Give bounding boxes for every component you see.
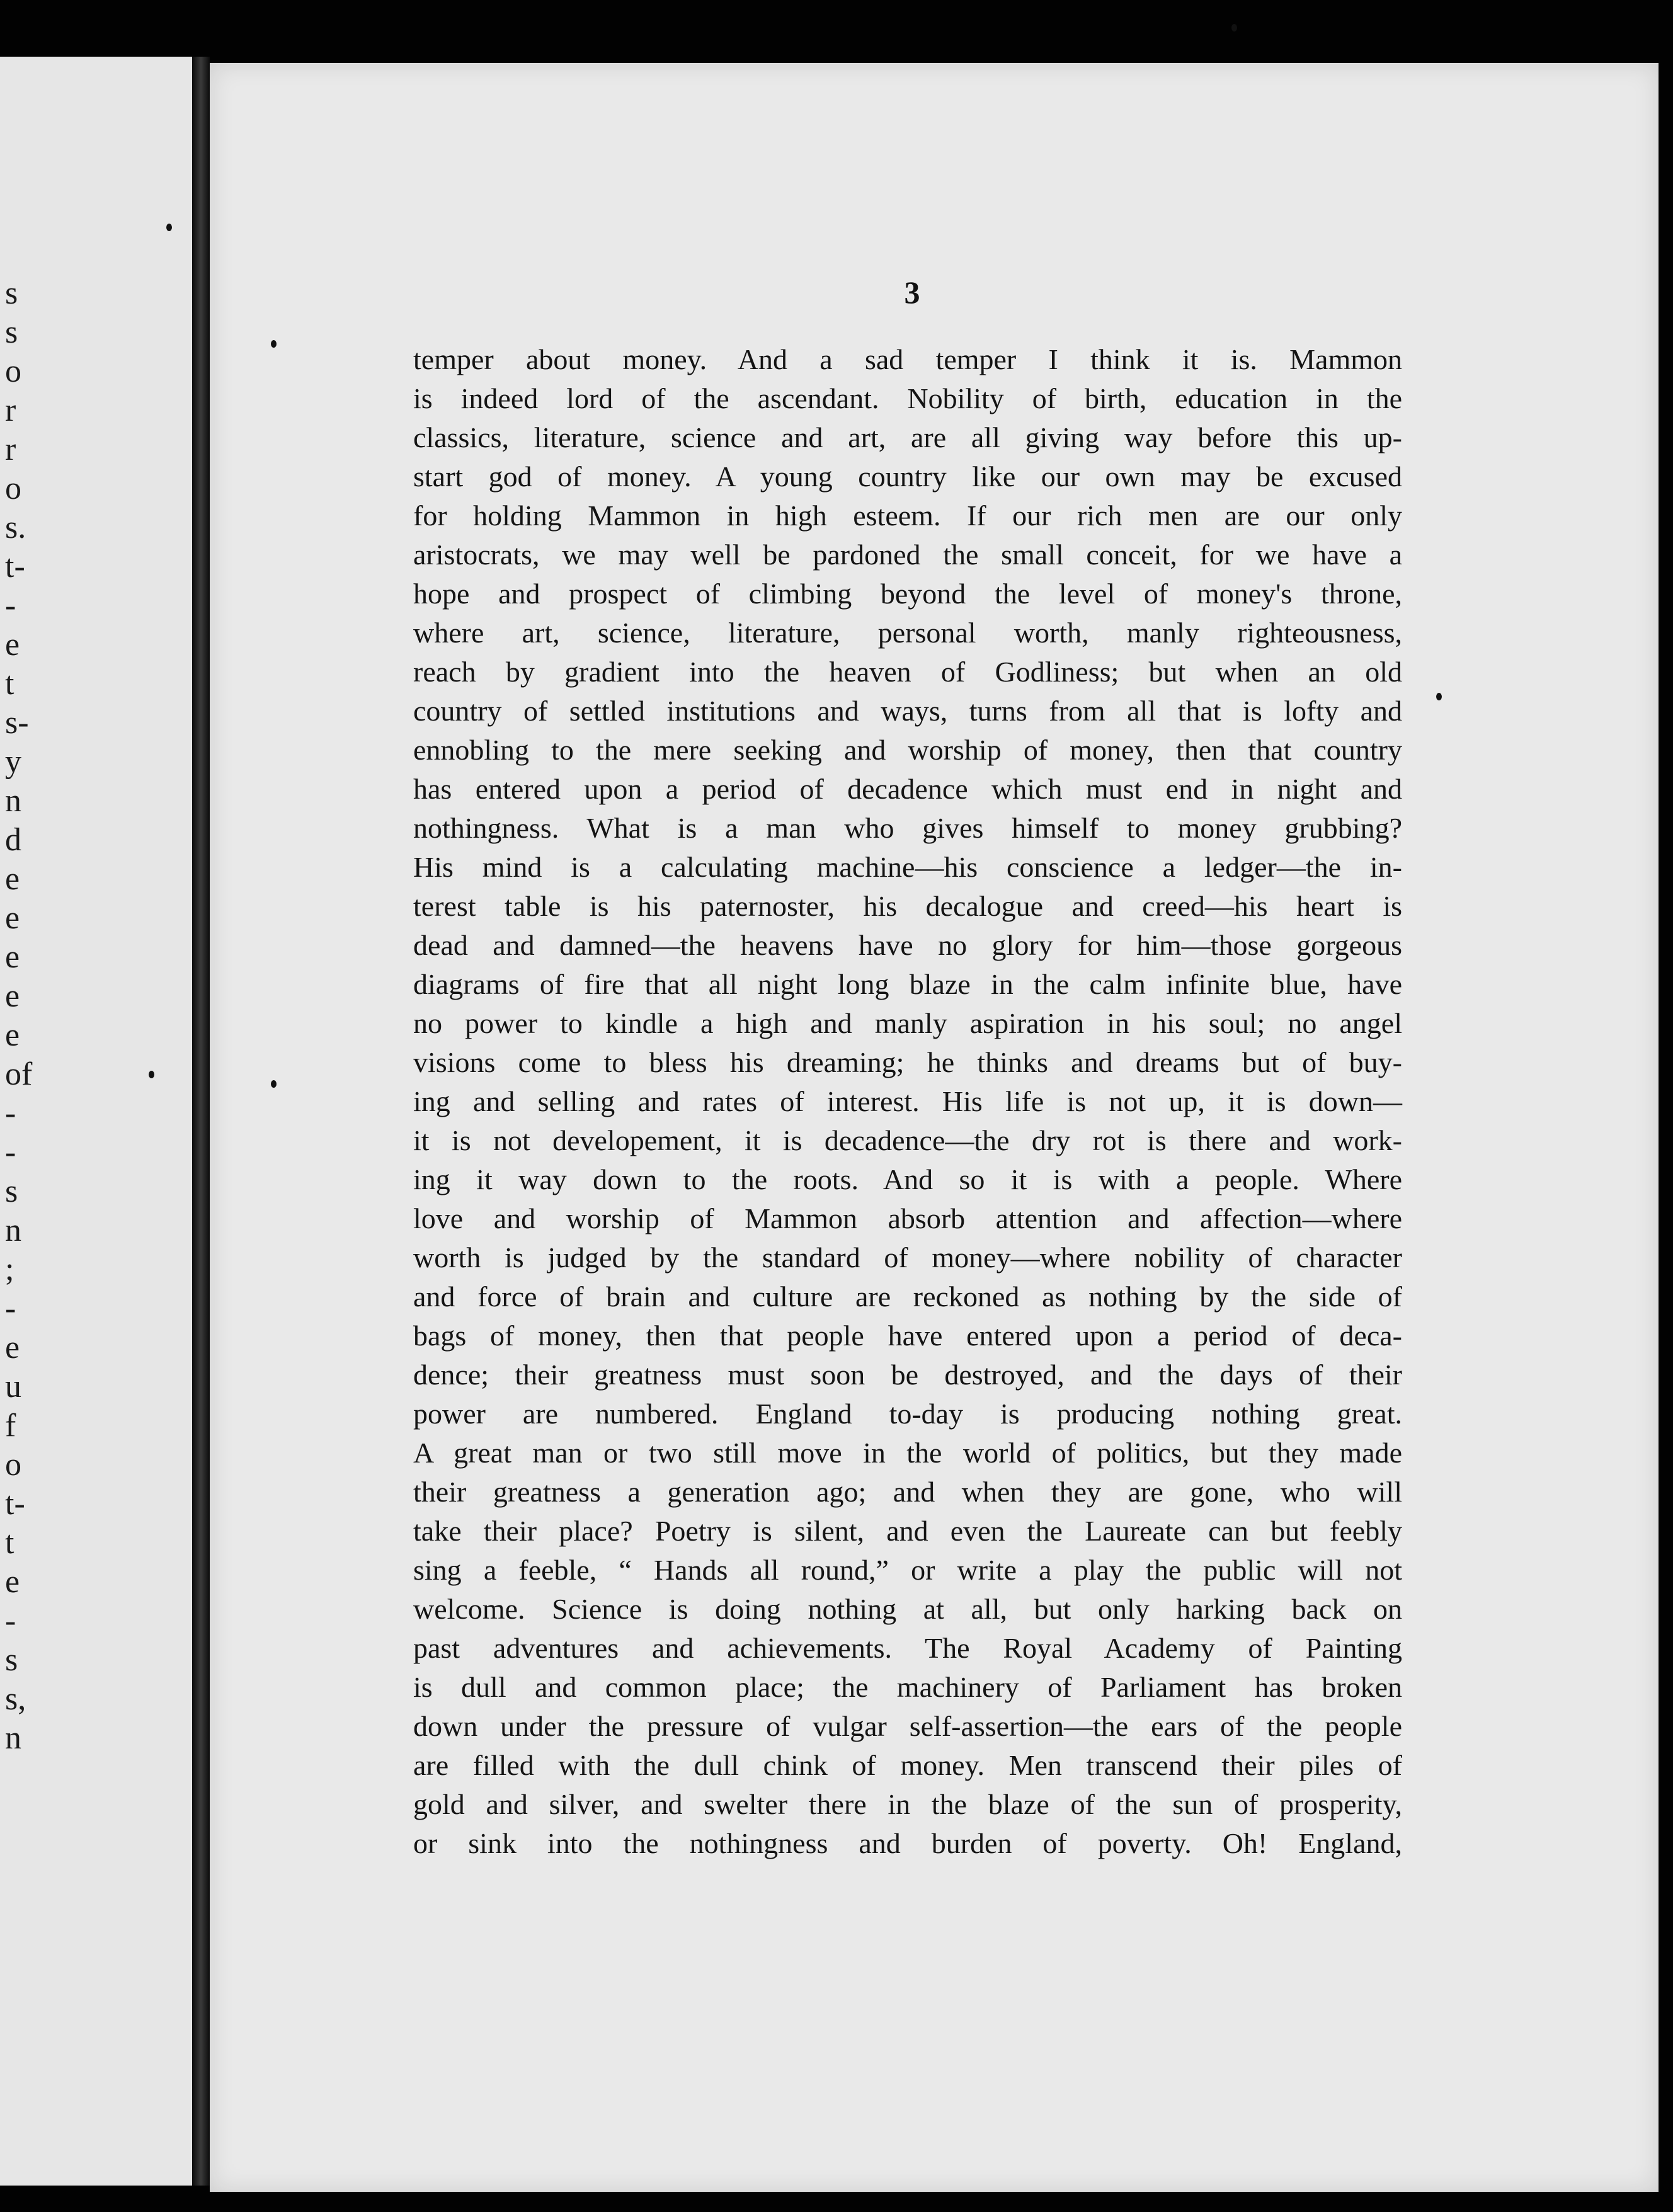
text-line: gold and silver, and swelter there in the blaze of the sun of prosperity,	[413, 1788, 1402, 1820]
text-line: where art, science, literature, personal worth, manly righteousness,	[413, 617, 1402, 649]
previous-page-fragment: -	[5, 1291, 16, 1326]
previous-page-fragment: e	[5, 1330, 20, 1365]
text-line: it is not developement, it is decadence—the dry rot is there and work-	[413, 1124, 1402, 1156]
previous-page-fragment: e	[5, 1564, 20, 1600]
previous-page-fragment: -	[5, 588, 16, 624]
text-line: bags of money, then that people have entered upon a period of deca-	[413, 1320, 1402, 1352]
previous-page-fragment: r	[5, 392, 16, 428]
previous-page-fragment: o	[5, 353, 21, 389]
text-line: ing it way down to the roots. And so it is with a people. Where	[413, 1163, 1402, 1195]
text-line: dence; their greatness must soon be destroyed, and the days of their	[413, 1359, 1402, 1391]
text-line: nothingness. What is a man who gives himself to money grubbing?	[413, 812, 1402, 844]
previous-page-fragment: -	[5, 1134, 16, 1170]
text-line: visions come to bless his dreaming; he thinks and dreams but of buy-	[413, 1046, 1402, 1078]
text-line: is dull and common place; the machinery of Parliament has broken	[413, 1671, 1402, 1703]
text-line: and force of brain and culture are reckoned as nothing by the side of	[413, 1280, 1402, 1313]
previous-page-fragment: y	[5, 744, 21, 780]
text-line: ennobling to the mere seeking and worship of money, then that country	[413, 734, 1402, 766]
previous-page-fragment: n	[5, 1212, 21, 1248]
previous-page-edge	[0, 57, 196, 2186]
scan-speck	[271, 1080, 277, 1088]
scan-speck	[166, 224, 172, 231]
text-line: power are numbered. England to-day is producing nothing great.	[413, 1398, 1402, 1430]
previous-page-fragment: o	[5, 1447, 21, 1483]
text-line: welcome. Science is doing nothing at all, but only harking back on	[413, 1593, 1402, 1625]
page-number: 3	[904, 275, 920, 310]
previous-page-fragment: e	[5, 900, 20, 936]
previous-page-fragment: t-	[5, 1486, 25, 1522]
text-line: reach by gradient into the heaven of Godliness; but when an old	[413, 656, 1402, 688]
text-line: or sink into the nothingness and burden of poverty. Oh! England,	[413, 1827, 1402, 1859]
previous-page-fragment: ;	[5, 1251, 14, 1287]
text-line: classics, literature, science and art, are all giving way before this up-	[413, 421, 1402, 453]
previous-page-fragment: s	[5, 275, 18, 311]
text-line: sing a feeble, “ Hands all round,” or write a play the public will not	[413, 1554, 1402, 1586]
previous-page-fragment: s,	[5, 1681, 26, 1717]
text-line: temper about money. And a sad temper I think it is. Mammon	[413, 343, 1402, 375]
body-text	[413, 340, 1402, 1863]
text-line: A great man or two still move in the world of politics, but they made	[413, 1437, 1402, 1469]
text-line: worth is judged by the standard of money—where nobility of character	[413, 1241, 1402, 1274]
text-line: no power to kindle a high and manly aspiration in his soul; no angel	[413, 1007, 1402, 1039]
text-line: are filled with the dull chink of money. Men transcend their piles of	[413, 1749, 1402, 1781]
previous-page-fragment: s.	[5, 510, 26, 545]
previous-page-fragments	[0, 57, 192, 2186]
text-line: love and worship of Mammon absorb attention and affection—where	[413, 1202, 1402, 1234]
text-line: aristocrats, we may well be pardoned the small conceit, for we have a	[413, 539, 1402, 571]
text-line: has entered upon a period of decadence which must end in night and	[413, 773, 1402, 805]
previous-page-fragment: e	[5, 939, 20, 975]
previous-page-fragment: e	[5, 1017, 20, 1053]
text-line: dead and damned—the heavens have no glory for him—those gorgeous	[413, 929, 1402, 961]
previous-page-fragment: f	[5, 1408, 16, 1444]
previous-page-fragment: s	[5, 314, 18, 350]
previous-page-fragment: r	[5, 431, 16, 467]
previous-page-fragment: s-	[5, 705, 29, 741]
previous-page-fragment: n	[5, 783, 21, 819]
previous-page-fragment: t-	[5, 549, 25, 584]
text-line: start god of money. A young country like our own may be excused	[413, 460, 1402, 493]
text-line: His mind is a calculating machine—his conscience a ledger—the in-	[413, 851, 1402, 883]
scan-speck	[271, 340, 277, 348]
scan-speck	[1231, 24, 1237, 31]
previous-page-fragment: e	[5, 978, 20, 1014]
previous-page-fragment: s	[5, 1173, 18, 1209]
text-line: ing and selling and rates of interest. His life is not up, it is down—	[413, 1085, 1402, 1117]
text-line: their greatness a generation ago; and when they are gone, who will	[413, 1476, 1402, 1508]
previous-page-fragment: of	[5, 1056, 33, 1092]
text-line: is indeed lord of the ascendant. Nobility of birth, education in the	[413, 382, 1402, 414]
current-page	[210, 63, 1659, 2192]
previous-page-fragment: e	[5, 861, 20, 897]
previous-page-fragment: -	[5, 1603, 16, 1639]
scan-speck	[149, 1071, 154, 1078]
text-line: down under the pressure of vulgar self-assertion—the ears of the people	[413, 1710, 1402, 1742]
text-line: take their place? Poetry is silent, and even the Laureate can but feebly	[413, 1515, 1402, 1547]
previous-page-fragment: -	[5, 1095, 16, 1131]
text-line: country of settled institutions and ways, turns from all that is lofty and	[413, 695, 1402, 727]
scan-speck	[1436, 693, 1442, 700]
text-line: past adventures and achievements. The Royal Academy of Painting	[413, 1632, 1402, 1664]
previous-page-fragment: t	[5, 666, 14, 702]
previous-page-fragment: t	[5, 1525, 14, 1561]
text-line: terest table is his paternoster, his decalogue and creed—his heart is	[413, 890, 1402, 922]
text-line: diagrams of fire that all night long blaze in the calm infinite blue, have	[413, 968, 1402, 1000]
previous-page-fragment: e	[5, 627, 20, 663]
previous-page-fragment: n	[5, 1720, 21, 1756]
previous-page-fragment: u	[5, 1369, 21, 1405]
book-gutter	[192, 57, 210, 2186]
previous-page-fragment: s	[5, 1642, 18, 1678]
previous-page-fragment: d	[5, 822, 21, 858]
text-line: hope and prospect of climbing beyond the level of money's throne,	[413, 578, 1402, 610]
text-line: for holding Mammon in high esteem. If our rich men are our only	[413, 499, 1402, 532]
previous-page-fragment: o	[5, 470, 21, 506]
